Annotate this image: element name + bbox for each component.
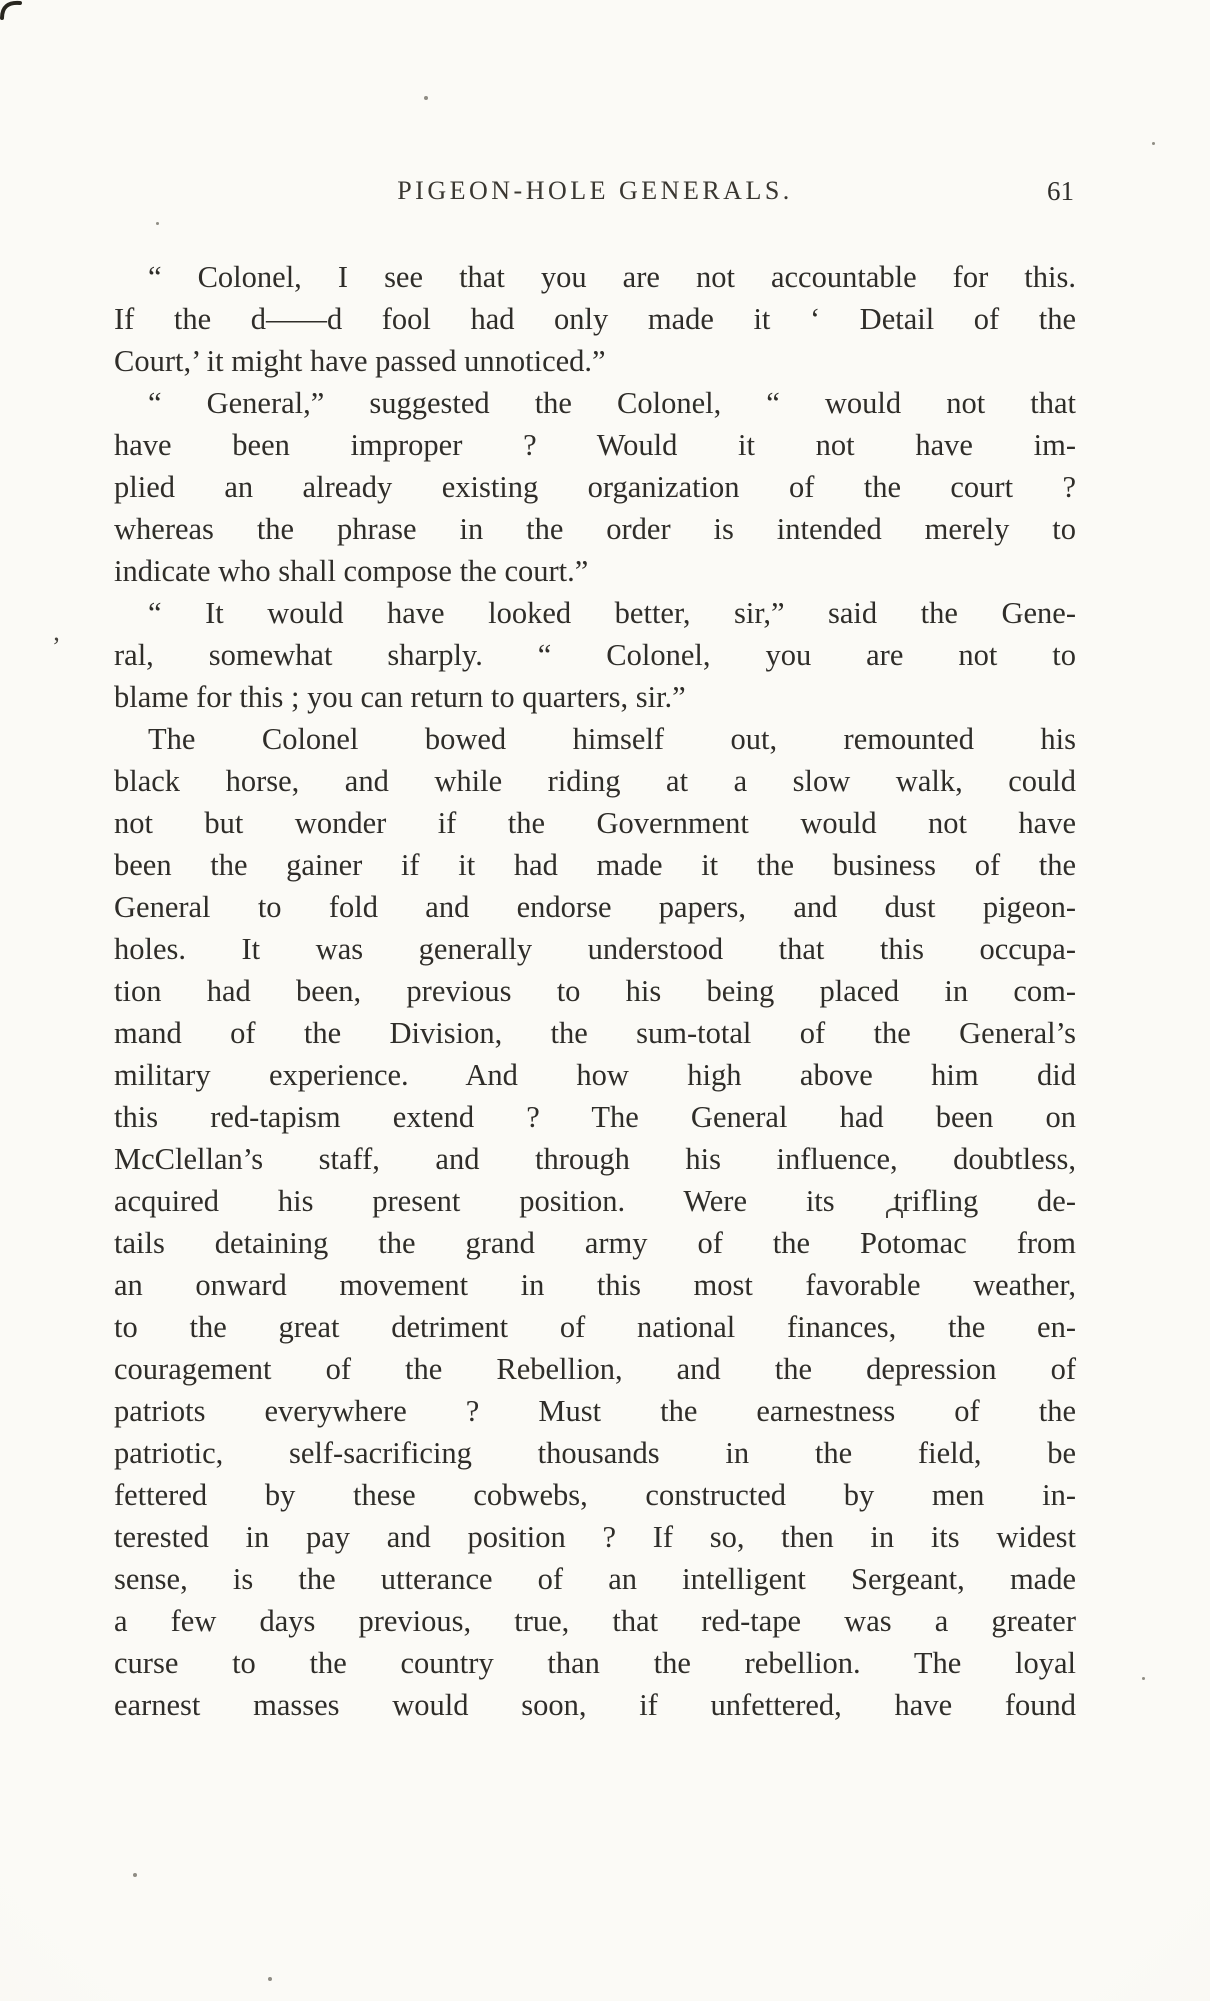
text-line: black horse, and while riding at a slow walk, could <box>114 764 1076 798</box>
text-line: fettered by these cobwebs, constructed by men in- <box>114 1478 1076 1512</box>
text-line: earnest masses would soon, if unfettered, have found <box>114 1688 1076 1722</box>
text-line: military experience. And how high above him did <box>114 1058 1076 1092</box>
page-header <box>114 176 1076 212</box>
text-line: sense, is the utterance of an intelligent Sergeant, made <box>114 1562 1076 1596</box>
text-line: indicate who shall compose the court.” <box>114 554 589 588</box>
ink-speck <box>1142 1677 1145 1680</box>
text-line: whereas the phrase in the order is intended merely to <box>114 512 1076 546</box>
text-line: acquired his present position. Were its trifling de- <box>114 1184 1076 1218</box>
running-title: PIGEON-HOLE GENERALS. <box>397 176 793 205</box>
text-line: an onward movement in this most favorable weather, <box>114 1268 1076 1302</box>
ink-speck <box>133 1873 137 1877</box>
text-line: If the d——d fool had only made it ‘ Detail of the <box>114 302 1076 336</box>
text-line: “ It would have looked better, sir,” said the Gene- <box>148 596 1076 630</box>
text-line: terested in pay and position ? If so, then in its widest <box>114 1520 1076 1554</box>
text-line: plied an already existing organization of the court ? <box>114 470 1076 504</box>
text-line: been the gainer if it had made it the business of the <box>114 848 1076 882</box>
text-line: couragement of the Rebellion, and the depression of <box>114 1352 1076 1386</box>
text-line: to the great detriment of national finances, the en- <box>114 1310 1076 1344</box>
text-line: a few days previous, true, that red-tape was a greater <box>114 1604 1076 1638</box>
text-line: have been improper ? Would it not have im- <box>114 428 1076 462</box>
text-line: McClellan’s staff, and through his influence, doubtless, <box>114 1142 1076 1176</box>
text-line: Court,’ it might have passed unnoticed.” <box>114 344 606 378</box>
text-line: patriots everywhere ? Must the earnestness of the <box>114 1394 1076 1428</box>
text-line: curse to the country than the rebellion. The loyal <box>114 1646 1076 1680</box>
text-line: tails detaining the grand army of the Potomac from <box>114 1226 1076 1260</box>
text-line: “ General,” suggested the Colonel, “ would not that <box>148 386 1076 420</box>
ink-speck <box>268 1977 272 1981</box>
ink-speck <box>424 96 428 100</box>
text-line: blame for this ; you can return to quarters, sir.” <box>114 680 686 714</box>
text-line: ral, somewhat sharply. “ Colonel, you are not to <box>114 638 1076 672</box>
text-line: not but wonder if the Government would not have <box>114 806 1076 840</box>
text-line: patriotic, self-sacrificing thousands in the field, be <box>114 1436 1076 1470</box>
page-body <box>114 256 1076 1726</box>
text-line: The Colonel bowed himself out, remounted his <box>148 722 1076 756</box>
text-line: tion had been, previous to his being placed in com- <box>114 974 1076 1008</box>
text-line: this red-tapism extend ? The General had been on <box>114 1100 1076 1134</box>
text-line: General to fold and endorse papers, and dust pigeon- <box>114 890 1076 924</box>
scan-corner-mark <box>0 0 26 26</box>
ink-speck <box>1152 142 1155 145</box>
text-line: “ Colonel, I see that you are not accountable for this. <box>148 260 1076 294</box>
text-line: holes. It was generally understood that this occupa- <box>114 932 1076 966</box>
ink-speck <box>156 222 159 225</box>
text-line: mand of the Division, the sum-total of the General’s <box>114 1016 1076 1050</box>
page-number: 61 <box>1047 176 1074 206</box>
potomac-smudge-mark <box>886 1208 903 1218</box>
margin-apostrophe-mark: ’ <box>52 632 61 661</box>
